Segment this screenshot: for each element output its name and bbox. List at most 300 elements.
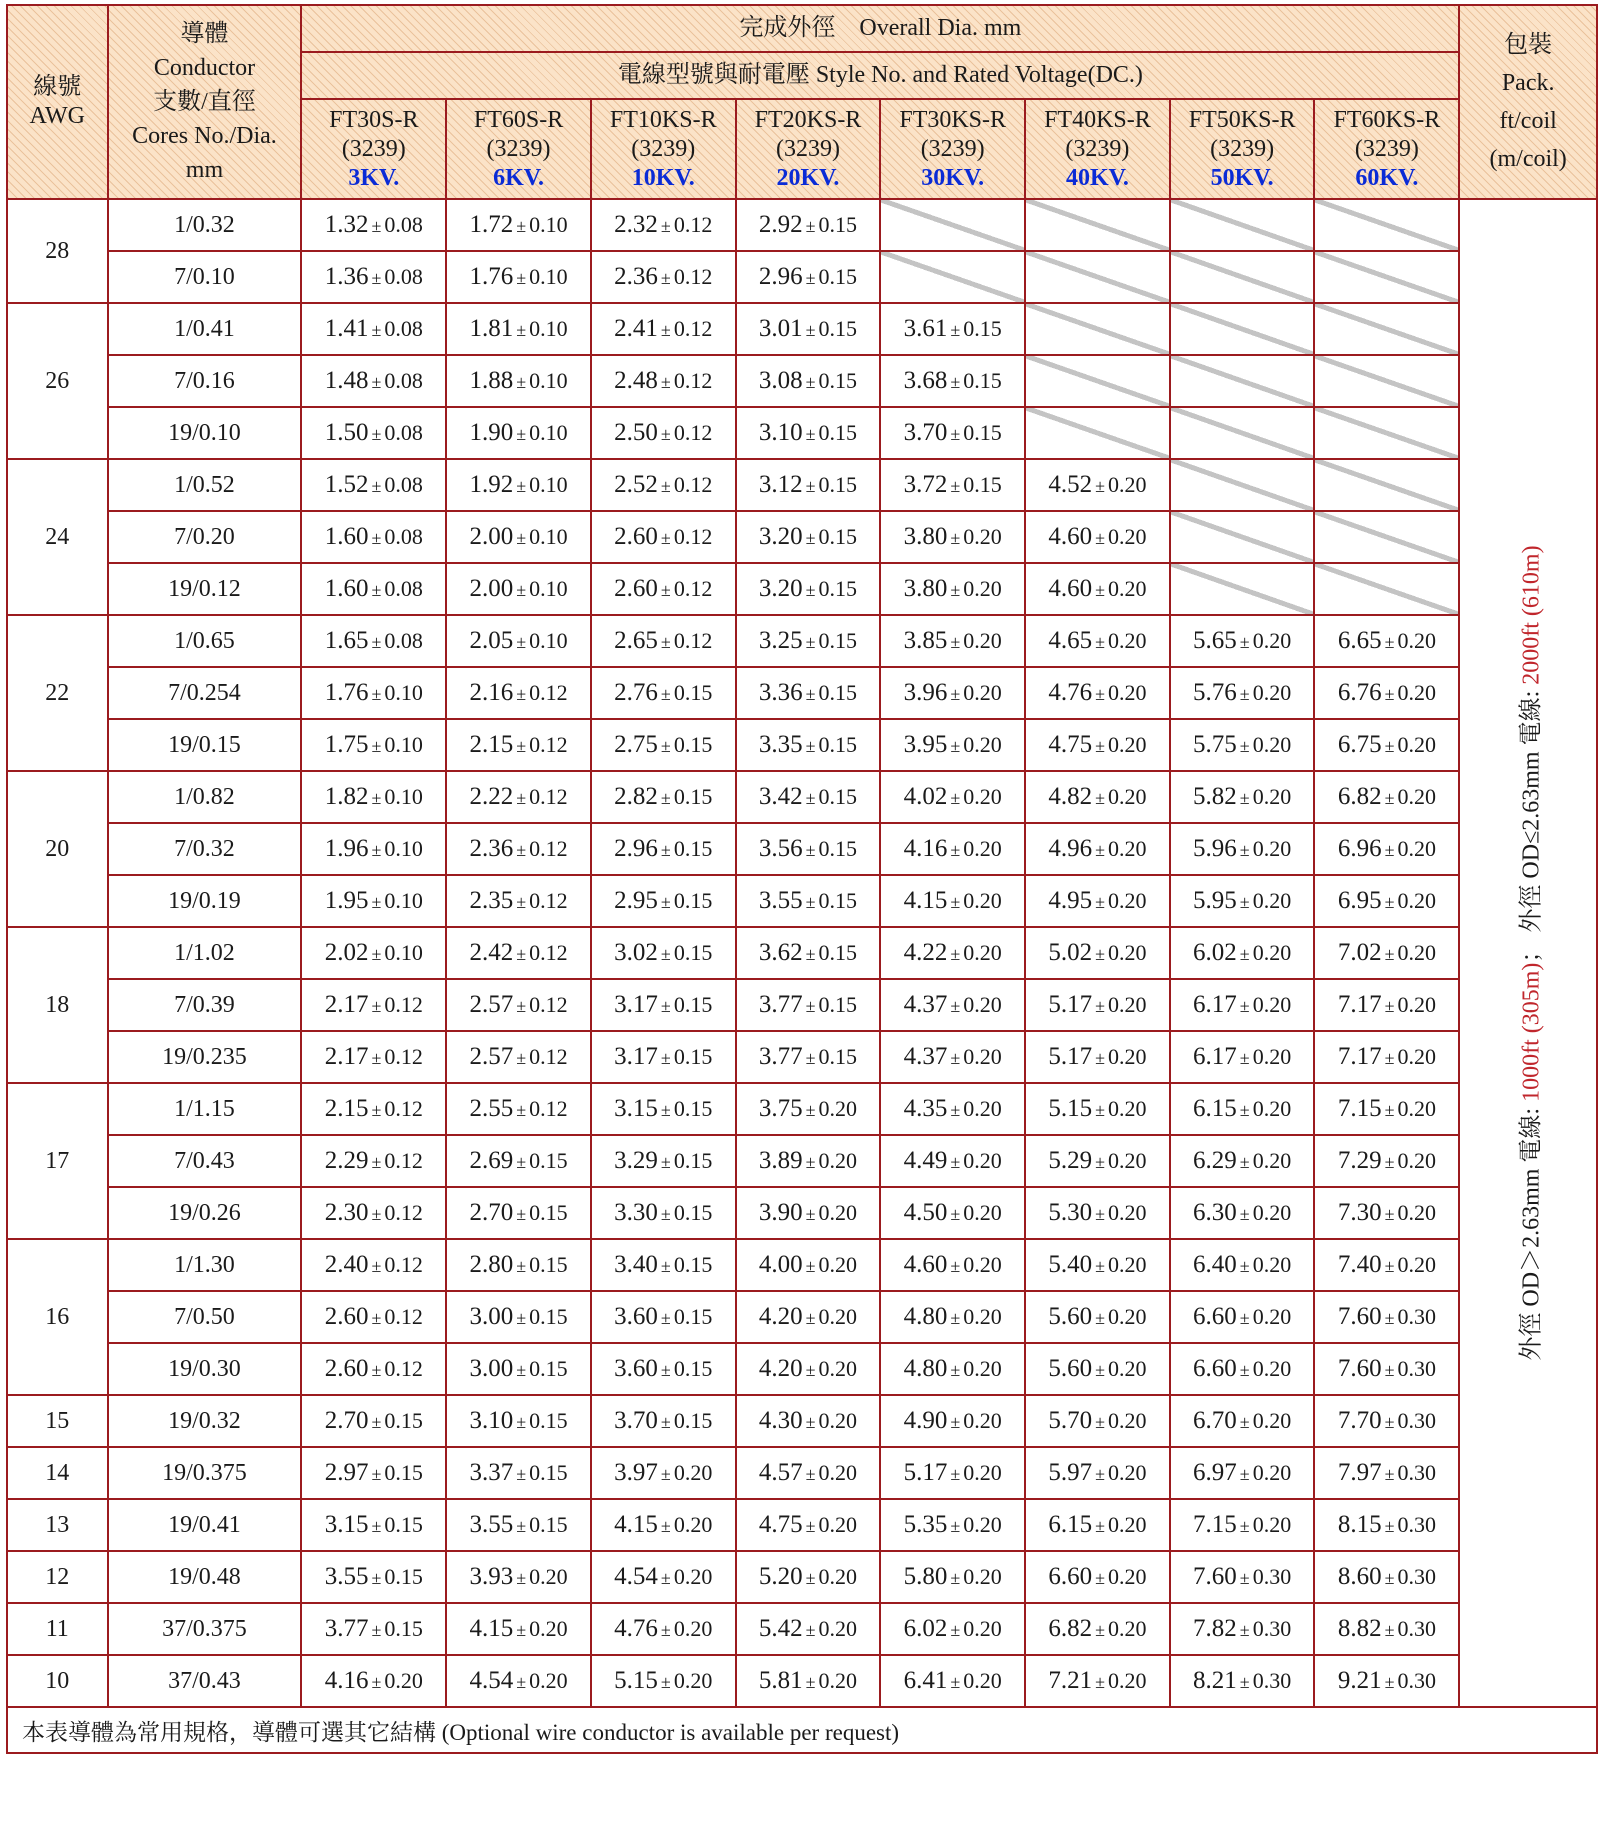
dia-tolerance: 0.20 (818, 1668, 858, 1693)
dia-nominal: 5.02 (1048, 939, 1093, 966)
dia-tolerance: 0.20 (1397, 940, 1436, 965)
dia-nominal: 5.15 (1048, 1095, 1093, 1122)
dia-cell (1170, 1187, 1315, 1239)
awg-value: 11 (45, 1615, 69, 1642)
plus-minus-sign: ± (1095, 1412, 1105, 1432)
dia-tolerance: 0.30 (1397, 1304, 1436, 1329)
dia-cell (591, 199, 736, 251)
dia-cell (880, 1603, 1025, 1655)
dia-tolerance: 0.12 (673, 420, 713, 445)
dia-tolerance: 0.15 (673, 940, 713, 965)
dia-tolerance: 0.20 (673, 1564, 713, 1589)
dia-tolerance: 0.10 (529, 576, 568, 601)
dia-nominal: 2.75 (614, 731, 658, 758)
table-row (7, 1031, 1597, 1083)
dia-cell (1314, 1343, 1459, 1395)
dia-cell (591, 1603, 736, 1655)
awg-value: 15 (45, 1407, 70, 1434)
dia-nominal: 6.60 (1048, 1563, 1093, 1590)
dia-nominal: 2.57 (469, 991, 514, 1018)
dia-cell (736, 251, 881, 303)
style-header-6 (1170, 99, 1315, 199)
plus-minus-sign: ± (950, 1412, 961, 1432)
dia-nominal: 2.42 (469, 939, 514, 966)
dia-tolerance: 0.12 (673, 576, 713, 601)
dia-nominal: 1.65 (324, 627, 369, 654)
plus-minus-sign: ± (516, 1620, 527, 1640)
dia-nominal: 5.81 (758, 1667, 803, 1694)
plus-minus-sign: ± (660, 892, 671, 912)
dia-cell (591, 823, 736, 875)
pack-note (1511, 545, 1546, 1360)
dia-tolerance: 0.20 (1397, 628, 1436, 653)
dia-nominal: 3.42 (758, 783, 803, 810)
dia-cell (736, 1499, 881, 1551)
conductor-cell (108, 1603, 302, 1655)
plus-minus-sign: ± (660, 632, 671, 652)
dia-nominal: 6.15 (1048, 1511, 1093, 1538)
style-model: FT50KS-R (1188, 106, 1296, 133)
conductor-value: 1/0.32 (174, 211, 235, 238)
plus-minus-sign: ± (371, 1204, 382, 1224)
plus-minus-sign: ± (1384, 1048, 1395, 1068)
style-code: (3239) (920, 135, 985, 162)
plus-minus-sign: ± (1239, 1412, 1250, 1432)
plus-minus-sign: ± (1384, 736, 1395, 756)
table-row (7, 1395, 1597, 1447)
dia-nominal: 5.96 (1193, 835, 1237, 862)
dia-cell (301, 1031, 446, 1083)
conductor-value: 7/0.20 (174, 523, 235, 550)
dia-cell (301, 927, 446, 979)
dia-tolerance: 0.15 (818, 524, 858, 549)
conductor-value: 37/0.375 (162, 1615, 247, 1642)
style-model: FT60S-R (473, 106, 564, 133)
plus-minus-sign: ± (1384, 840, 1395, 860)
dia-nominal: 3.00 (469, 1355, 514, 1382)
plus-minus-sign: ± (1095, 1308, 1105, 1328)
dia-nominal: 6.02 (903, 1615, 948, 1642)
plus-minus-sign: ± (660, 1464, 671, 1484)
dia-nominal: 1.52 (324, 471, 369, 498)
dia-nominal: 2.76 (614, 679, 658, 706)
dia-nominal: 6.76 (1337, 679, 1382, 706)
plus-minus-sign: ± (371, 736, 382, 756)
dia-nominal: 6.60 (1193, 1355, 1237, 1382)
table-row (7, 1135, 1597, 1187)
dia-nominal: 3.12 (758, 471, 803, 498)
footer-row (7, 1707, 1597, 1753)
dia-nominal: 5.17 (1048, 991, 1093, 1018)
dia-nominal: 3.70 (903, 419, 948, 446)
dia-tolerance: 0.20 (1252, 1304, 1292, 1329)
plus-minus-sign: ± (1095, 632, 1105, 652)
table-row (7, 1655, 1597, 1707)
dia-nominal: 3.37 (469, 1459, 514, 1486)
dia-tolerance: 0.30 (1252, 1564, 1292, 1589)
dia-cell (1170, 875, 1315, 927)
plus-minus-sign: ± (1239, 892, 1250, 912)
dia-cell (1170, 1031, 1315, 1083)
dia-tolerance: 0.20 (818, 1460, 858, 1485)
plus-minus-sign: ± (1095, 580, 1105, 600)
conductor-value: 7/0.32 (174, 835, 235, 862)
dia-cell (301, 511, 446, 563)
plus-minus-sign: ± (950, 1308, 961, 1328)
dia-cell (301, 459, 446, 511)
dia-nominal: 4.35 (903, 1095, 948, 1122)
conductor-value: 1/0.41 (174, 315, 235, 342)
dia-tolerance: 0.20 (1107, 576, 1147, 601)
plus-minus-sign: ± (1095, 1048, 1105, 1068)
style-voltage: 20KV. (776, 164, 840, 191)
dia-cell (301, 823, 446, 875)
dia-nominal: 3.25 (758, 627, 803, 654)
dia-tolerance: 0.20 (963, 628, 1002, 653)
dia-tolerance: 0.20 (1107, 1356, 1147, 1381)
dia-tolerance: 0.20 (1107, 1096, 1147, 1121)
plus-minus-sign: ± (805, 1100, 816, 1120)
dia-nominal: 2.15 (324, 1095, 369, 1122)
awg-value: 24 (45, 523, 70, 550)
dia-cell (446, 251, 591, 303)
dia-cell (591, 355, 736, 407)
dia-nominal: 5.95 (1193, 887, 1237, 914)
dia-cell (1025, 1603, 1170, 1655)
dia-nominal: 4.76 (1048, 679, 1093, 706)
conductor-value: 19/0.32 (168, 1407, 241, 1434)
dia-nominal: 3.35 (758, 731, 803, 758)
dia-tolerance: 0.20 (963, 1304, 1002, 1329)
dia-tolerance: 0.12 (529, 1044, 568, 1069)
table-row (7, 1291, 1597, 1343)
dia-cell (446, 927, 591, 979)
not-available-cell (1314, 459, 1459, 511)
plus-minus-sign: ± (950, 840, 961, 860)
dia-tolerance: 0.20 (1107, 1304, 1147, 1329)
plus-minus-sign: ± (1095, 1100, 1105, 1120)
dia-nominal: 3.55 (469, 1511, 514, 1538)
dia-nominal: 3.15 (614, 1095, 658, 1122)
dia-cell (1170, 1083, 1315, 1135)
awg-cell (7, 1655, 108, 1707)
dia-cell (446, 511, 591, 563)
dia-cell (736, 615, 881, 667)
dia-nominal: 7.15 (1193, 1511, 1237, 1538)
dia-tolerance: 0.10 (529, 316, 568, 341)
conductor-cell (108, 667, 302, 719)
conductor-value: 19/0.10 (168, 419, 241, 446)
dia-nominal: 2.70 (324, 1407, 369, 1434)
plus-minus-sign: ± (1095, 788, 1105, 808)
dia-nominal: 3.85 (903, 627, 948, 654)
plus-minus-sign: ± (1239, 1516, 1250, 1536)
dia-nominal: 3.77 (324, 1615, 369, 1642)
dia-cell (301, 1239, 446, 1291)
conductor-cell (108, 563, 302, 615)
dia-tolerance: 0.20 (1252, 1408, 1292, 1433)
dia-cell (301, 1551, 446, 1603)
plus-minus-sign: ± (950, 632, 961, 652)
dia-nominal: 2.48 (614, 367, 658, 394)
dia-nominal: 2.97 (324, 1459, 369, 1486)
not-available-cell (1170, 563, 1315, 615)
dia-tolerance: 0.15 (818, 212, 858, 237)
plus-minus-sign: ± (950, 1360, 961, 1380)
dia-nominal: 3.77 (758, 1043, 803, 1070)
table-row (7, 979, 1597, 1031)
dia-cell (1025, 563, 1170, 615)
dia-nominal: 5.60 (1048, 1303, 1093, 1330)
dia-cell (446, 303, 591, 355)
dia-tolerance: 0.15 (818, 420, 858, 445)
plus-minus-sign: ± (660, 1360, 671, 1380)
dia-cell (1314, 1031, 1459, 1083)
dia-cell (301, 303, 446, 355)
plus-minus-sign: ± (516, 1516, 527, 1536)
dia-tolerance: 0.20 (529, 1564, 568, 1589)
dia-nominal: 2.60 (324, 1303, 369, 1330)
dia-tolerance: 0.20 (818, 1408, 858, 1433)
dia-nominal: 3.75 (758, 1095, 803, 1122)
dia-tolerance: 0.12 (673, 316, 713, 341)
dia-cell (1025, 823, 1170, 875)
plus-minus-sign: ± (950, 1672, 961, 1692)
table-row (7, 667, 1597, 719)
dia-nominal: 5.82 (1193, 783, 1237, 810)
conductor-value: 1/1.30 (174, 1251, 235, 1278)
dia-cell (880, 1291, 1025, 1343)
dia-nominal: 7.60 (1193, 1563, 1237, 1590)
plus-minus-sign: ± (516, 528, 527, 548)
plus-minus-sign: ± (805, 736, 816, 756)
dia-nominal: 4.82 (1048, 783, 1093, 810)
dia-tolerance: 0.20 (1397, 1096, 1436, 1121)
dia-tolerance: 0.15 (818, 888, 858, 913)
dia-tolerance: 0.15 (673, 1148, 713, 1173)
dia-nominal: 2.15 (469, 731, 514, 758)
plus-minus-sign: ± (1384, 632, 1395, 652)
dia-cell (446, 1343, 591, 1395)
dia-cell (446, 1655, 591, 1707)
plus-minus-sign: ± (805, 216, 816, 236)
dia-cell (1314, 1499, 1459, 1551)
dia-tolerance: 0.20 (1252, 888, 1292, 913)
conductor-cell (108, 199, 302, 251)
dia-cell (591, 719, 736, 771)
awg-cell (7, 459, 108, 615)
dia-tolerance: 0.20 (963, 576, 1002, 601)
plus-minus-sign: ± (371, 580, 382, 600)
dia-nominal: 2.32 (614, 211, 658, 238)
style-model: FT20KS-R (754, 106, 862, 133)
dia-cell (446, 1187, 591, 1239)
dia-tolerance: 0.08 (384, 472, 423, 497)
dia-tolerance: 0.08 (384, 420, 423, 445)
dia-nominal: 2.02 (324, 939, 369, 966)
dia-tolerance: 0.15 (963, 368, 1002, 393)
table-row (7, 771, 1597, 823)
style-code: (3239) (775, 135, 840, 162)
dia-nominal: 3.17 (614, 991, 658, 1018)
dia-cell (301, 1655, 446, 1707)
dia-tolerance: 0.20 (1107, 1148, 1147, 1173)
plus-minus-sign: ± (660, 684, 671, 704)
not-available-cell (1314, 407, 1459, 459)
conductor-cell (108, 1031, 302, 1083)
dia-tolerance: 0.15 (529, 1460, 568, 1485)
dia-nominal: 2.82 (614, 783, 658, 810)
not-available-cell (1025, 407, 1170, 459)
dia-tolerance: 0.20 (1397, 992, 1436, 1017)
dia-tolerance: 0.20 (1252, 1044, 1292, 1069)
dia-nominal: 6.41 (903, 1667, 948, 1694)
dia-nominal: 6.96 (1337, 835, 1382, 862)
dia-nominal: 2.40 (324, 1251, 369, 1278)
dia-tolerance: 0.20 (1252, 992, 1292, 1017)
plus-minus-sign: ± (1239, 840, 1250, 860)
dia-cell (1025, 1499, 1170, 1551)
dia-tolerance: 0.20 (1397, 1200, 1436, 1225)
plus-minus-sign: ± (371, 424, 382, 444)
dia-nominal: 8.15 (1337, 1511, 1382, 1538)
dia-cell (1025, 1551, 1170, 1603)
dia-tolerance: 0.15 (673, 1044, 713, 1069)
dia-nominal: 4.20 (758, 1303, 803, 1330)
plus-minus-sign: ± (660, 268, 671, 288)
plus-minus-sign: ± (660, 996, 671, 1016)
dia-cell (591, 615, 736, 667)
dia-cell (301, 1187, 446, 1239)
dia-cell (736, 719, 881, 771)
style-model: FT30S-R (329, 106, 419, 133)
dia-nominal: 1.75 (324, 731, 369, 758)
plus-minus-sign: ± (371, 268, 382, 288)
dia-nominal: 6.40 (1193, 1251, 1237, 1278)
dia-tolerance: 0.30 (1252, 1668, 1292, 1693)
dia-cell (591, 1447, 736, 1499)
dia-cell (1314, 1083, 1459, 1135)
awg-cell (7, 927, 108, 1083)
dia-tolerance: 0.08 (384, 628, 423, 653)
dia-tolerance: 0.20 (963, 1044, 1002, 1069)
not-available-cell (1314, 251, 1459, 303)
dia-tolerance: 0.15 (963, 316, 1002, 341)
dia-cell (301, 1447, 446, 1499)
dia-nominal: 4.50 (903, 1199, 948, 1226)
dia-tolerance: 0.20 (963, 836, 1002, 861)
plus-minus-sign: ± (950, 788, 961, 808)
dia-cell (591, 563, 736, 615)
plus-minus-sign: ± (950, 1516, 961, 1536)
dia-nominal: 6.17 (1193, 1043, 1237, 1070)
plus-minus-sign: ± (516, 1672, 527, 1692)
dia-cell (1314, 1395, 1459, 1447)
dia-cell (1025, 771, 1170, 823)
dia-tolerance: 0.12 (384, 1304, 423, 1329)
dia-cell (1170, 1655, 1315, 1707)
dia-nominal: 7.97 (1337, 1459, 1382, 1486)
dia-tolerance: 0.12 (384, 1044, 423, 1069)
not-available-cell (1314, 563, 1459, 615)
style-voltage: 10KV. (631, 164, 695, 191)
dia-tolerance: 0.20 (1107, 732, 1147, 757)
dia-cell (1170, 1343, 1315, 1395)
plus-minus-sign: ± (805, 1256, 816, 1276)
plus-minus-sign: ± (1384, 892, 1395, 912)
awg-cell (7, 1083, 108, 1239)
plus-minus-sign: ± (805, 684, 816, 704)
dia-cell (1170, 1239, 1315, 1291)
plus-minus-sign: ± (516, 1412, 527, 1432)
dia-cell (446, 1551, 591, 1603)
plus-minus-sign: ± (1095, 996, 1105, 1016)
dia-tolerance: 0.15 (673, 836, 713, 861)
dia-nominal: 1.92 (469, 471, 514, 498)
dia-tolerance: 0.15 (818, 680, 858, 705)
conductor-cell (108, 1395, 302, 1447)
dia-tolerance: 0.20 (1107, 680, 1147, 705)
table-row (7, 459, 1597, 511)
dia-tolerance: 0.15 (818, 316, 858, 341)
dia-cell (1025, 1395, 1170, 1447)
plus-minus-sign: ± (950, 736, 961, 756)
dia-nominal: 8.60 (1337, 1563, 1382, 1590)
dia-cell (591, 511, 736, 563)
dia-tolerance: 0.20 (1397, 1148, 1436, 1173)
dia-cell (1025, 459, 1170, 511)
dia-nominal: 6.02 (1193, 939, 1237, 966)
awg-cell (7, 199, 108, 303)
style-code: (3239) (1354, 135, 1419, 162)
dia-cell (591, 927, 736, 979)
dia-nominal: 2.50 (614, 419, 658, 446)
plus-minus-sign: ± (660, 1568, 671, 1588)
plus-minus-sign: ± (371, 528, 382, 548)
pack-cell (1459, 199, 1597, 1707)
dia-cell (1314, 979, 1459, 1031)
dia-cell (1314, 823, 1459, 875)
dia-cell (1170, 1291, 1315, 1343)
overall-dia-header (301, 5, 1459, 52)
dia-cell (1025, 927, 1170, 979)
plus-minus-sign: ± (950, 944, 961, 964)
dia-cell (736, 1395, 881, 1447)
dia-nominal: 4.54 (614, 1563, 658, 1590)
dia-tolerance: 0.20 (1107, 784, 1147, 809)
dia-cell (591, 979, 736, 1031)
dia-nominal: 2.96 (614, 835, 658, 862)
awg-header (7, 5, 108, 199)
dia-nominal: 5.30 (1048, 1199, 1093, 1226)
dia-cell (1170, 1551, 1315, 1603)
dia-tolerance: 0.20 (1107, 992, 1147, 1017)
dia-cell (880, 719, 1025, 771)
conductor-cell (108, 511, 302, 563)
plus-minus-sign: ± (805, 424, 816, 444)
dia-nominal: 6.70 (1193, 1407, 1237, 1434)
dia-cell (1170, 667, 1315, 719)
dia-nominal: 9.21 (1337, 1667, 1382, 1694)
dia-tolerance: 0.20 (1252, 1460, 1292, 1485)
dia-cell (301, 1395, 446, 1447)
dia-nominal: 6.82 (1048, 1615, 1093, 1642)
plus-minus-sign: ± (660, 216, 671, 236)
dia-cell (446, 1499, 591, 1551)
plus-minus-sign: ± (371, 1152, 382, 1172)
plus-minus-sign: ± (1095, 1568, 1105, 1588)
style-code: (3239) (1065, 135, 1130, 162)
